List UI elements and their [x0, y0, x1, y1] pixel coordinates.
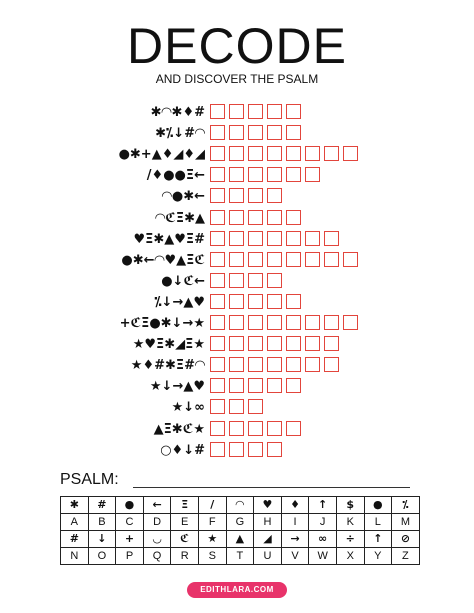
answer-letter-box[interactable]: [229, 167, 244, 182]
key-letter-cell: M: [392, 514, 420, 531]
answer-letter-box[interactable]: [324, 336, 339, 351]
answer-letter-box[interactable]: [248, 231, 263, 246]
puzzle-row: [0, 125, 474, 142]
answer-letter-box[interactable]: [267, 125, 282, 140]
cipher-word: ●✱+▲♦◢♦◢: [118, 147, 205, 163]
key-symbol-cell: ⁒: [392, 497, 420, 514]
answer-letter-box[interactable]: [248, 378, 263, 393]
answer-letter-box[interactable]: [210, 210, 225, 225]
key-symbol-cell: ◢: [254, 531, 282, 548]
key-symbol-cell: ←: [143, 497, 171, 514]
key-letter-cell: R: [171, 548, 199, 565]
answer-letter-box[interactable]: [267, 357, 282, 372]
answer-letter-box[interactable]: [229, 273, 244, 288]
cipher-word: ▲Ξ✱ℭ★: [153, 421, 205, 437]
answer-letter-box[interactable]: [248, 188, 263, 203]
answer-letter-box[interactable]: [324, 231, 339, 246]
key-symbol-cell: $: [336, 497, 364, 514]
answer-letter-box[interactable]: [267, 188, 282, 203]
cipher-word: ◠●✱←: [161, 189, 205, 205]
answer-letter-box[interactable]: [229, 421, 244, 436]
answer-letter-box[interactable]: [248, 167, 263, 182]
answer-letter-box[interactable]: [286, 252, 301, 267]
answer-letter-box[interactable]: [267, 167, 282, 182]
answer-letter-box[interactable]: [248, 315, 263, 330]
key-symbol-cell: ★: [198, 531, 226, 548]
cipher-word: ✱◠✱♦#: [150, 105, 205, 120]
key-symbol-cell: ↑: [309, 497, 337, 514]
cipher-word: ★↓→▲♥: [149, 379, 205, 395]
answer-letter-box[interactable]: [286, 336, 301, 351]
key-symbol-cell: ↓: [88, 531, 116, 548]
key-symbol-cell: ÷: [336, 531, 364, 548]
answer-letter-box[interactable]: [286, 146, 301, 161]
answer-letter-box[interactable]: [248, 357, 263, 372]
key-symbol-cell: ✱: [61, 497, 89, 514]
puzzle-row: [0, 378, 474, 395]
answer-letter-box[interactable]: [286, 357, 301, 372]
answer-letter-box[interactable]: [343, 146, 358, 161]
answer-boxes: [210, 273, 282, 290]
key-symbol-cell: ●: [116, 497, 144, 514]
answer-letter-box[interactable]: [248, 104, 263, 119]
cipher-word: ★♥Ξ✱◢Ξ★: [132, 337, 205, 353]
answer-boxes: [210, 315, 358, 332]
answer-letter-box[interactable]: [210, 252, 225, 267]
key-letter-cell: J: [309, 514, 337, 531]
key-symbol-cell: ◠: [226, 497, 254, 514]
answer-letter-box[interactable]: [210, 378, 225, 393]
key-letter-cell: O: [88, 548, 116, 565]
key-letter-cell: F: [198, 514, 226, 531]
answer-letter-box[interactable]: [248, 421, 263, 436]
cipher-word: ●↓ℭ←: [161, 273, 205, 289]
cipher-word: ○♦↓#: [160, 442, 205, 458]
key-symbol-cell: /: [198, 497, 226, 514]
puzzle-row: [0, 399, 474, 416]
answer-letter-box[interactable]: [210, 146, 225, 161]
key-symbol-cell: ▲: [226, 531, 254, 548]
cipher-word: ✱⁒↓#◠: [155, 126, 205, 142]
answer-letter-box[interactable]: [229, 210, 244, 225]
answer-letter-box[interactable]: [248, 336, 263, 351]
key-letter-cell: K: [336, 514, 364, 531]
puzzle-row: [0, 336, 474, 353]
answer-letter-box[interactable]: [229, 125, 244, 140]
key-letter-cell: G: [226, 514, 254, 531]
key-letter-cell: A: [61, 514, 89, 531]
answer-boxes: [210, 442, 282, 459]
answer-letter-box[interactable]: [286, 167, 301, 182]
answer-letter-box[interactable]: [305, 357, 320, 372]
key-symbol-cell: →: [281, 531, 309, 548]
answer-boxes: [210, 146, 358, 163]
answer-letter-box[interactable]: [248, 125, 263, 140]
answer-letter-box[interactable]: [210, 294, 225, 309]
answer-letter-box[interactable]: [210, 357, 225, 372]
answer-letter-box[interactable]: [267, 210, 282, 225]
answer-letter-box[interactable]: [229, 252, 244, 267]
key-symbol-cell: ♦: [281, 497, 309, 514]
page-title: DECODE: [127, 18, 347, 74]
answer-letter-box[interactable]: [305, 167, 320, 182]
key-row-letters-2: [61, 548, 420, 565]
puzzle-row: [0, 442, 474, 459]
answer-letter-box[interactable]: [305, 252, 320, 267]
answer-boxes: [210, 294, 301, 311]
answer-letter-box[interactable]: [286, 231, 301, 246]
puzzle-row: [0, 357, 474, 374]
puzzle-row: [0, 421, 474, 438]
answer-letter-box[interactable]: [210, 167, 225, 182]
answer-letter-box[interactable]: [248, 294, 263, 309]
psalm-label: PSALM:: [60, 471, 119, 488]
answer-boxes: [210, 104, 301, 121]
answer-letter-box[interactable]: [248, 252, 263, 267]
puzzle-row: [0, 294, 474, 311]
answer-letter-box[interactable]: [229, 336, 244, 351]
answer-boxes: [210, 125, 301, 142]
answer-letter-box[interactable]: [210, 336, 225, 351]
answer-letter-box[interactable]: [324, 252, 339, 267]
key-letter-cell: X: [336, 548, 364, 565]
answer-letter-box[interactable]: [210, 125, 225, 140]
answer-letter-box[interactable]: [267, 252, 282, 267]
answer-letter-box[interactable]: [210, 442, 225, 457]
key-letter-cell: Z: [392, 548, 420, 565]
key-symbol-cell: ↑: [364, 531, 392, 548]
key-letter-cell: E: [171, 514, 199, 531]
answer-letter-box[interactable]: [286, 104, 301, 119]
answer-letter-box[interactable]: [248, 146, 263, 161]
answer-letter-box[interactable]: [210, 231, 225, 246]
answer-letter-box[interactable]: [343, 315, 358, 330]
answer-boxes: [210, 357, 339, 374]
answer-letter-box[interactable]: [267, 104, 282, 119]
cipher-word: ★↓∞: [171, 400, 205, 416]
answer-letter-box[interactable]: [286, 378, 301, 393]
page-subtitle: AND DISCOVER THE PSALM: [155, 72, 319, 86]
puzzle-row: [0, 315, 474, 332]
key-symbol-cell: #: [88, 497, 116, 514]
key-letter-cell: B: [88, 514, 116, 531]
key-symbol-cell: #: [61, 531, 89, 548]
key-row-symbols-1: [61, 497, 420, 514]
puzzle-row: [0, 167, 474, 184]
key-letter-cell: P: [116, 548, 144, 565]
key-symbol-cell: ⊘: [392, 531, 420, 548]
answer-letter-box[interactable]: [248, 210, 263, 225]
key-symbol-cell: ∞: [309, 531, 337, 548]
answer-letter-box[interactable]: [267, 442, 282, 457]
answer-letter-box[interactable]: [229, 294, 244, 309]
answer-boxes: [210, 336, 339, 353]
answer-letter-box[interactable]: [305, 315, 320, 330]
answer-letter-box[interactable]: [229, 146, 244, 161]
answer-letter-box[interactable]: [267, 231, 282, 246]
key-symbol-cell: +: [116, 531, 144, 548]
answer-letter-box[interactable]: [286, 315, 301, 330]
answer-letter-box[interactable]: [267, 421, 282, 436]
key-letter-cell: I: [281, 514, 309, 531]
puzzle-row: [0, 273, 474, 290]
answer-letter-box[interactable]: [286, 125, 301, 140]
cipher-word: ♥Ξ✱▲♥Ξ#: [133, 231, 205, 247]
key-letter-cell: Y: [364, 548, 392, 565]
answer-boxes: [210, 210, 301, 227]
answer-letter-box[interactable]: [305, 146, 320, 161]
key-symbol-cell: ℭ: [171, 531, 199, 548]
answer-letter-box[interactable]: [210, 188, 225, 203]
answer-letter-box[interactable]: [229, 104, 244, 119]
answer-letter-box[interactable]: [305, 231, 320, 246]
answer-boxes: [210, 421, 301, 438]
key-row-letters-1: [61, 514, 420, 531]
answer-letter-box[interactable]: [267, 336, 282, 351]
answer-letter-box[interactable]: [267, 273, 282, 288]
answer-letter-box[interactable]: [229, 188, 244, 203]
answer-letter-box[interactable]: [229, 231, 244, 246]
answer-boxes: [210, 188, 282, 205]
answer-letter-box[interactable]: [248, 442, 263, 457]
answer-letter-box[interactable]: [210, 104, 225, 119]
answer-letter-box[interactable]: [267, 315, 282, 330]
cipher-word: ★♦#✱Ξ#◠: [130, 358, 205, 374]
answer-letter-box[interactable]: [267, 146, 282, 161]
key-letter-cell: C: [116, 514, 144, 531]
answer-letter-box[interactable]: [210, 315, 225, 330]
key-letter-cell: V: [281, 548, 309, 565]
answer-letter-box[interactable]: [248, 273, 263, 288]
answer-letter-box[interactable]: [229, 442, 244, 457]
answer-letter-box[interactable]: [229, 399, 244, 414]
answer-letter-box[interactable]: [286, 294, 301, 309]
answer-letter-box[interactable]: [286, 421, 301, 436]
answer-boxes: [210, 399, 263, 416]
footer-site-badge[interactable]: EDITHLARA.COM: [187, 582, 287, 598]
answer-letter-box[interactable]: [343, 252, 358, 267]
answer-letter-box[interactable]: [229, 357, 244, 372]
key-letter-cell: L: [364, 514, 392, 531]
puzzle-row: [0, 252, 474, 269]
answer-letter-box[interactable]: [229, 315, 244, 330]
cipher-word: ⁒↓→▲♥: [154, 294, 205, 310]
answer-letter-box[interactable]: [267, 294, 282, 309]
answer-letter-box[interactable]: [248, 399, 263, 414]
answer-letter-box[interactable]: [324, 357, 339, 372]
psalm-answer-line[interactable]: [133, 487, 410, 488]
key-symbol-cell: ♥: [254, 497, 282, 514]
answer-letter-box[interactable]: [210, 273, 225, 288]
answer-letter-box[interactable]: [267, 378, 282, 393]
answer-letter-box[interactable]: [324, 146, 339, 161]
puzzle-row: [0, 104, 474, 121]
key-letter-cell: T: [226, 548, 254, 565]
answer-letter-box[interactable]: [286, 210, 301, 225]
puzzle-row: [0, 210, 474, 227]
answer-letter-box[interactable]: [210, 421, 225, 436]
answer-boxes: [210, 252, 358, 269]
key-letter-cell: S: [198, 548, 226, 565]
key-symbol-cell: Ξ: [171, 497, 199, 514]
cipher-word: +ℭΞ●✱↓→★: [119, 316, 205, 331]
key-letter-cell: N: [61, 548, 89, 565]
cipher-word: ●✱←◠♥▲Ξℭ: [121, 252, 205, 268]
answer-letter-box[interactable]: [229, 378, 244, 393]
key-letter-cell: H: [254, 514, 282, 531]
answer-boxes: [210, 378, 301, 395]
key-letter-cell: Q: [143, 548, 171, 565]
answer-letter-box[interactable]: [324, 315, 339, 330]
key-symbol-cell: ●: [364, 497, 392, 514]
answer-boxes: [210, 231, 339, 248]
puzzle-row: [0, 146, 474, 163]
cipher-word: ◠ℭΞ✱▲: [155, 210, 205, 226]
answer-letter-box[interactable]: [305, 336, 320, 351]
answer-letter-box[interactable]: [210, 399, 225, 414]
answer-boxes: [210, 167, 320, 184]
key-row-symbols-2: [61, 531, 420, 548]
key-letter-cell: U: [254, 548, 282, 565]
puzzle-row: [0, 188, 474, 205]
cipher-word: /♦●●Ξ←: [146, 168, 205, 184]
puzzle-row: [0, 231, 474, 248]
key-letter-cell: D: [143, 514, 171, 531]
cipher-key-table: [60, 496, 420, 565]
key-letter-cell: W: [309, 548, 337, 565]
key-symbol-cell: ◡: [143, 531, 171, 548]
